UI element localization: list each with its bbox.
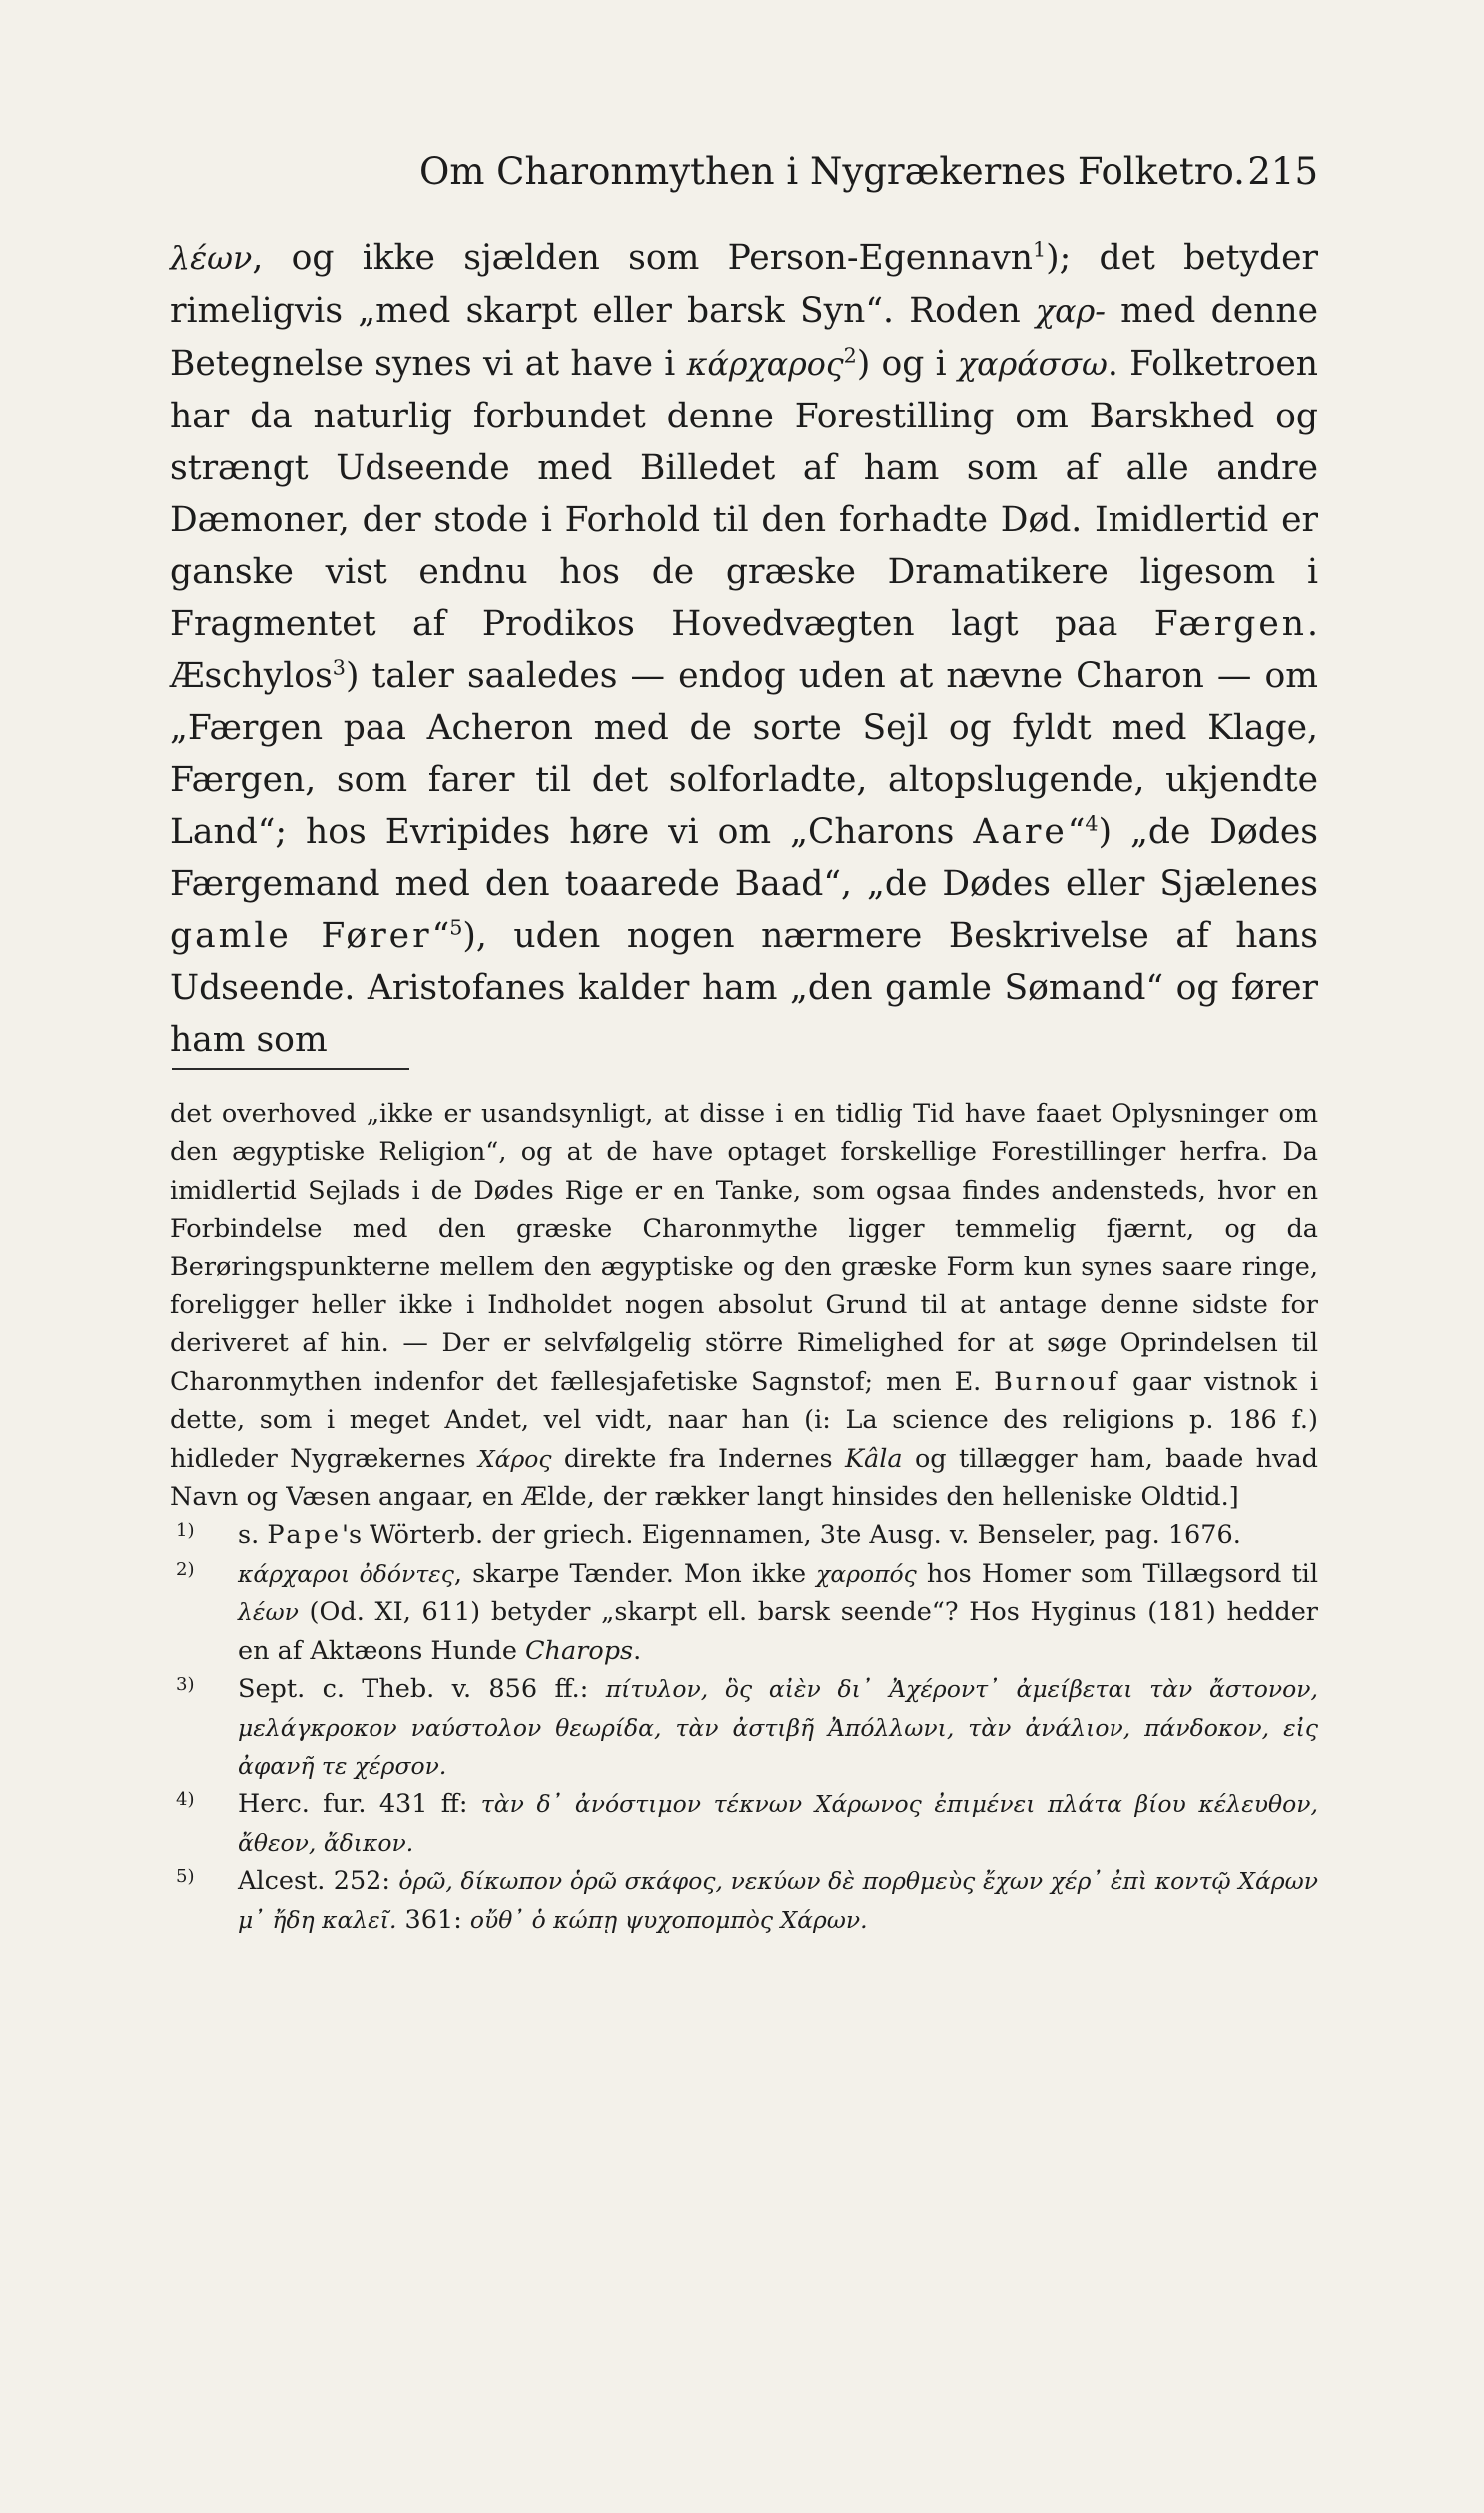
- footnote-mark: 1): [176, 1520, 195, 1542]
- footnote-divider: [172, 1068, 409, 1070]
- footnote-list: [170, 1516, 1318, 1938]
- footnote-text: Sept. c. Theb. v. 856 ff.: πίτυλον, ὃς αἰὲν δι᾽ Ἀχέροντ᾽ ἀμείβεται τὰν ἄστονον, μελάγκροκον ναύστολον θεωρίδα, τὰν ἀστιβῆ Ἀπόλλωνι, τὰν ἀνάλιον, πάνδοκον, εἰς ἀφανῆ τε χέρσον.: [238, 1674, 1318, 1780]
- footnote-mark: 2): [176, 1558, 195, 1580]
- footnote-text: Herc. fur. 431 ff: τὰν δ᾽ ἀνόστιμον τέκνων Χάρωνος ἐπιμένει πλάτα βίου κέλευθον, ἄθεον, ἄδικον.: [238, 1789, 1318, 1857]
- footnote-5: [170, 1862, 1318, 1939]
- footnote-mark: 4): [176, 1789, 195, 1811]
- footnote-mark: 5): [176, 1866, 195, 1888]
- footnote-text: Alcest. 252: ὁρῶ, δίκωπον ὁρῶ σκάφος, νεκύων δὲ πορθμεὺς ἔχων χέρ᾽ ἐπὶ κοντῷ Χάρων μ᾽ ἤδη καλεῖ. 361: οὔθ᾽ ὁ κώπῃ ψυχοπομπὸς Χάρων.: [238, 1866, 1318, 1935]
- footnote-3: [170, 1670, 1318, 1785]
- footnotes-block: [170, 1095, 1318, 1939]
- footnote-text: s. Pape's Wörterb. der griech. Eigennamen, 3te Ausg. v. Benseler, pag. 1676.: [238, 1520, 1241, 1551]
- footnote-mark: 3): [176, 1674, 195, 1696]
- note-continuation: det overhoved „ikke er usandsynligt, at disse i en tidlig Tid have faaet Oplysninger om den ægyptiske Religion“, og at de have optaget forskellige Forestillinger herfra. Da imidlertid Sejlads i de Dødes Rige er en Tanke, som ogsaa findes andensteds, hvor en Forbindelse med den græske Charonmythe ligger temmelig fjærnt, og da Berøringspunkterne mellem den ægyptiske og den græske Form kun synes saare ringe, foreligger heller ikke i Indholdet nogen absolut Grund til at antage denne sidste for deriveret af hin. — Der er selvfølgelig större Rimelighed for at søge Oprindelsen til Charonmythen indenfor det fællesjafetiske Sagnstof; men E. Burnouf gaar vistnok i dette, som i meget Andet, vel vidt, naar han (i: La science des religions p. 186 f.) hidleder Nygrækernes Χάρος direkte fra Indernes Kâla og tillægger ham, baade hvad Navn og Væsen angaar, en Ælde, der rækker langt hinsides den helleniske Oldtid.]: [170, 1099, 1318, 1513]
- footnote-text: κάρχαροι ὀδόντες, skarpe Tænder. Mon ikke χαροπός hos Homer som Tillægsord til λέων (Od. XI, 611) betyder „skarpt ell. barsk seende“? Hos Hyginus (181) hedder en af Aktæons Hunde Charops.: [238, 1558, 1318, 1666]
- body-paragraph: λέων, og ikke sjælden som Person-Egennavn$^1$); det betyder rimeligvis „med skarpt eller barsk Syn“. Roden χαρ- med denne Betegnelse synes vi at have i κάρχαρος$^2$) og i χαράσσω. Folketroen har da naturlig forbundet denne Forestilling om Barskhed og strængt Udseende med Billedet af ham som af alle andre Dæmoner, der stode i Forhold til den forhadte Død. Imidlertid er ganske vist endnu hos de græske Dramatikere ligesom i Fragmentet af Prodikos Hovedvægten lagt paa Færgen. Æschylos$^3$) taler saaledes — endog uden at nævne Charon — om „Færgen paa Acheron med de sorte Sejl og fyldt med Klage, Færgen, som farer til det solforladte, altopslugende, ukjendte Land“; hos Evripides høre vi om „Charons Aare“$^4$) „de Dødes Færgemand med den toaarede Baad“, „de Dødes eller Sjælenes gamle Fører“$^5$), uden nogen nærmere Beskrivelse af hans Udseende. Aristofanes kalder ham „den gamle Sømand“ og fører ham som: [170, 237, 1319, 1060]
- page-number: 215: [1247, 150, 1318, 193]
- footnote-2: [170, 1555, 1318, 1670]
- running-title: Om Charonmythen i Nygrækernes Folketro.: [419, 150, 1245, 193]
- footnote-4: [170, 1785, 1318, 1862]
- main-text: [170, 232, 1318, 1066]
- footnote-1: [170, 1516, 1318, 1554]
